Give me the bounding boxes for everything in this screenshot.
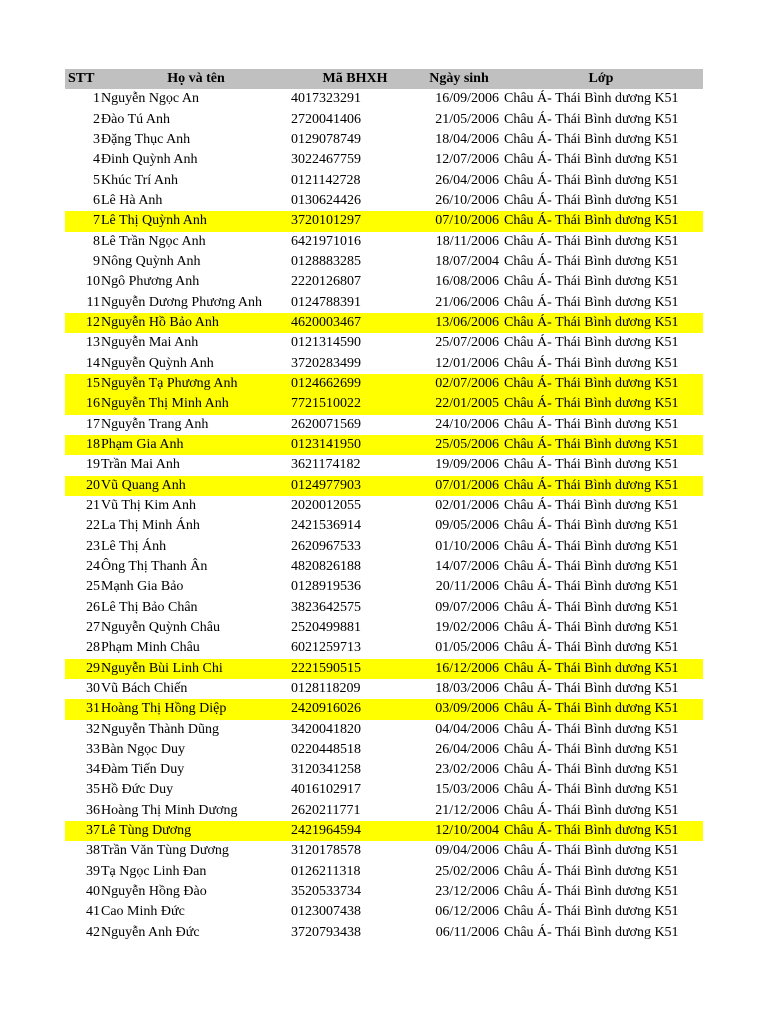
cell-class: Châu Á- Thái Bình dương K51	[504, 924, 679, 940]
cell-bhxh: 3120178578	[291, 843, 361, 859]
cell-bhxh: 2421536914	[291, 518, 361, 534]
table-row	[65, 89, 703, 109]
cell-stt: 34	[86, 762, 100, 778]
cell-class: Châu Á- Thái Bình dương K51	[504, 274, 679, 290]
cell-dob: 16/09/2006	[435, 91, 499, 107]
table-row	[65, 496, 703, 516]
table-row	[65, 638, 703, 658]
cell-bhxh: 0128883285	[291, 253, 361, 269]
cell-class: Châu Á- Thái Bình dương K51	[504, 375, 679, 391]
table-row	[65, 821, 703, 841]
table-row	[65, 557, 703, 577]
cell-stt: 36	[86, 802, 100, 818]
cell-stt: 4	[93, 152, 100, 168]
cell-bhxh: 0128118209	[291, 680, 361, 696]
cell-bhxh: 2421964594	[291, 823, 361, 839]
cell-class: Châu Á- Thái Bình dương K51	[504, 355, 679, 371]
cell-stt: 18	[86, 436, 100, 452]
cell-stt: 16	[86, 396, 100, 412]
cell-stt: 29	[86, 660, 100, 676]
cell-bhxh: 0130624426	[291, 192, 361, 208]
table-row	[65, 293, 703, 313]
cell-stt: 17	[86, 416, 100, 432]
cell-bhxh: 0123141950	[291, 436, 361, 452]
table-row	[65, 659, 703, 679]
header-bhxh: Mã BHXH	[322, 71, 388, 86]
table-row	[65, 720, 703, 740]
cell-stt: 40	[86, 884, 100, 900]
table-row	[65, 516, 703, 536]
cell-name: Trần Mai Anh	[101, 457, 180, 473]
cell-name: Nguyễn Hồ Bảo Anh	[101, 314, 219, 330]
cell-stt: 31	[86, 701, 100, 717]
cell-stt: 13	[86, 335, 100, 351]
cell-stt: 11	[86, 294, 100, 310]
cell-dob: 02/07/2006	[435, 375, 499, 391]
student-table	[65, 69, 703, 943]
cell-dob: 16/08/2006	[435, 274, 499, 290]
cell-stt: 5	[93, 172, 100, 188]
cell-dob: 23/12/2006	[435, 884, 499, 900]
cell-dob: 06/12/2006	[435, 904, 499, 920]
cell-class: Châu Á- Thái Bình dương K51	[504, 152, 679, 168]
cell-name: Hoàng Thị Minh Dương	[101, 802, 238, 818]
cell-dob: 24/10/2006	[435, 416, 499, 432]
cell-stt: 37	[86, 823, 100, 839]
cell-class: Châu Á- Thái Bình dương K51	[504, 497, 679, 513]
cell-name: Nguyễn Hồng Đào	[101, 884, 207, 900]
cell-bhxh: 3621174182	[291, 457, 361, 473]
cell-dob: 09/04/2006	[435, 843, 499, 859]
table-row	[65, 476, 703, 496]
cell-name: Khúc Trí Anh	[101, 172, 179, 188]
table-row	[65, 862, 703, 882]
cell-class: Châu Á- Thái Bình dương K51	[504, 701, 679, 717]
cell-bhxh: 0129078749	[291, 131, 361, 147]
cell-name: Nông Quỳnh Anh	[101, 253, 201, 269]
table-row	[65, 760, 703, 780]
cell-bhxh: 4820826188	[291, 558, 361, 574]
cell-class: Châu Á- Thái Bình dương K51	[504, 253, 679, 269]
header-stt: STT	[68, 71, 95, 86]
cell-name: Phạm Minh Châu	[101, 640, 200, 656]
table-row	[65, 354, 703, 374]
table-row	[65, 333, 703, 353]
cell-bhxh: 3720793438	[291, 924, 361, 940]
cell-stt: 27	[86, 619, 100, 635]
cell-dob: 07/10/2006	[435, 213, 499, 229]
cell-stt: 19	[86, 457, 100, 473]
cell-name: Đàm Tiến Duy	[101, 762, 185, 778]
cell-stt: 30	[86, 680, 100, 696]
cell-name: Đặng Thục Anh	[101, 131, 191, 147]
cell-stt: 7	[93, 213, 100, 229]
cell-dob: 06/11/2006	[435, 924, 499, 940]
cell-stt: 15	[86, 375, 100, 391]
cell-class: Châu Á- Thái Bình dương K51	[504, 762, 679, 778]
cell-dob: 22/01/2005	[435, 396, 499, 412]
cell-name: Ông Thị Thanh Ân	[101, 558, 208, 574]
cell-class: Châu Á- Thái Bình dương K51	[504, 782, 679, 798]
table-row	[65, 618, 703, 638]
cell-name: Nguyễn Thành Dũng	[101, 721, 219, 737]
cell-stt: 41	[86, 904, 100, 920]
cell-stt: 6	[93, 192, 100, 208]
cell-bhxh: 3520533734	[291, 884, 361, 900]
table-row	[65, 415, 703, 435]
cell-name: Trần Văn Tùng Dương	[101, 843, 229, 859]
cell-dob: 13/06/2006	[435, 314, 499, 330]
cell-stt: 25	[86, 579, 100, 595]
cell-stt: 24	[86, 558, 100, 574]
table-row	[65, 252, 703, 272]
cell-name: La Thị Minh Ánh	[101, 518, 200, 534]
cell-stt: 20	[86, 477, 100, 493]
cell-class: Châu Á- Thái Bình dương K51	[504, 843, 679, 859]
cell-name: Nguyễn Dương Phương Anh	[101, 294, 263, 310]
cell-dob: 19/02/2006	[435, 619, 499, 635]
cell-class: Châu Á- Thái Bình dương K51	[504, 619, 679, 635]
cell-class: Châu Á- Thái Bình dương K51	[504, 579, 679, 595]
cell-class: Châu Á- Thái Bình dương K51	[504, 416, 679, 432]
cell-dob: 21/06/2006	[435, 294, 499, 310]
cell-bhxh: 0121142728	[291, 172, 361, 188]
table-row	[65, 171, 703, 191]
table-row	[65, 110, 703, 130]
cell-class: Châu Á- Thái Bình dương K51	[504, 111, 679, 127]
cell-name: Mạnh Gia Bảo	[101, 579, 184, 595]
cell-name: Ngô Phương Anh	[101, 274, 200, 290]
cell-dob: 12/07/2006	[435, 152, 499, 168]
cell-stt: 42	[86, 924, 100, 940]
table-row	[65, 537, 703, 557]
cell-stt: 12	[86, 314, 100, 330]
cell-class: Châu Á- Thái Bình dương K51	[504, 294, 679, 310]
cell-bhxh: 6421971016	[291, 233, 361, 249]
cell-stt: 22	[86, 518, 100, 534]
cell-stt: 10	[86, 274, 100, 290]
cell-dob: 03/09/2006	[435, 701, 499, 717]
cell-dob: 18/04/2006	[435, 131, 499, 147]
cell-stt: 1	[93, 91, 100, 107]
table-row	[65, 801, 703, 821]
cell-bhxh: 3823642575	[291, 599, 361, 615]
cell-bhxh: 2020012055	[291, 497, 361, 513]
table-row	[65, 435, 703, 455]
cell-bhxh: 2221590515	[291, 660, 361, 676]
cell-bhxh: 6021259713	[291, 640, 361, 656]
cell-dob: 20/11/2006	[435, 579, 499, 595]
cell-name: Cao Minh Đức	[101, 904, 185, 920]
cell-bhxh: 0124977903	[291, 477, 361, 493]
table-row	[65, 191, 703, 211]
cell-dob: 18/11/2006	[435, 233, 499, 249]
cell-name: Nguyễn Anh Đức	[101, 924, 200, 940]
cell-bhxh: 2620967533	[291, 538, 361, 554]
cell-stt: 28	[86, 640, 100, 656]
cell-dob: 09/07/2006	[435, 599, 499, 615]
cell-class: Châu Á- Thái Bình dương K51	[504, 233, 679, 249]
header-dob: Ngày sinh	[429, 71, 489, 86]
header-class: Lớp	[588, 71, 614, 86]
cell-class: Châu Á- Thái Bình dương K51	[504, 131, 679, 147]
table-row	[65, 150, 703, 170]
cell-stt: 39	[86, 863, 100, 879]
cell-name: Nguyễn Mai Anh	[101, 335, 199, 351]
cell-stt: 38	[86, 843, 100, 859]
cell-class: Châu Á- Thái Bình dương K51	[504, 314, 679, 330]
cell-dob: 18/07/2004	[435, 253, 499, 269]
cell-class: Châu Á- Thái Bình dương K51	[504, 518, 679, 534]
table-body	[65, 89, 703, 943]
cell-class: Châu Á- Thái Bình dương K51	[504, 457, 679, 473]
table-row	[65, 841, 703, 861]
table-row	[65, 130, 703, 150]
table-row	[65, 882, 703, 902]
cell-name: Lê Tùng Dương	[101, 823, 192, 839]
cell-bhxh: 2520499881	[291, 619, 361, 635]
table-row	[65, 272, 703, 292]
cell-name: Tạ Ngọc Linh Đan	[101, 863, 207, 879]
table-row	[65, 313, 703, 333]
cell-bhxh: 4620003467	[291, 314, 361, 330]
cell-stt: 14	[86, 355, 100, 371]
cell-dob: 26/04/2006	[435, 741, 499, 757]
cell-name: Nguyễn Tạ Phương Anh	[101, 375, 238, 391]
cell-dob: 09/05/2006	[435, 518, 499, 534]
cell-dob: 12/01/2006	[435, 355, 499, 371]
cell-bhxh: 3022467759	[291, 152, 361, 168]
cell-bhxh: 0126211318	[291, 863, 361, 879]
table-row	[65, 394, 703, 414]
cell-class: Châu Á- Thái Bình dương K51	[504, 213, 679, 229]
cell-stt: 8	[93, 233, 100, 249]
table-row	[65, 740, 703, 760]
cell-name: Nguyễn Ngọc An	[101, 91, 199, 107]
cell-bhxh: 3120341258	[291, 762, 361, 778]
cell-class: Châu Á- Thái Bình dương K51	[504, 721, 679, 737]
cell-dob: 26/04/2006	[435, 172, 499, 188]
cell-bhxh: 2220126807	[291, 274, 361, 290]
table-row	[65, 577, 703, 597]
cell-bhxh: 2620211771	[291, 802, 361, 818]
cell-dob: 25/02/2006	[435, 863, 499, 879]
cell-stt: 32	[86, 721, 100, 737]
cell-bhxh: 0124788391	[291, 294, 361, 310]
header-name: Họ và tên	[167, 71, 225, 86]
cell-name: Đinh Quỳnh Anh	[101, 152, 198, 168]
cell-dob: 15/03/2006	[435, 782, 499, 798]
cell-stt: 21	[86, 497, 100, 513]
cell-bhxh: 0124662699	[291, 375, 361, 391]
table-row	[65, 232, 703, 252]
cell-name: Vũ Bách Chiến	[101, 680, 188, 696]
cell-class: Châu Á- Thái Bình dương K51	[504, 599, 679, 615]
cell-bhxh: 2420916026	[291, 701, 361, 717]
cell-bhxh: 0220448518	[291, 741, 361, 757]
table-row	[65, 598, 703, 618]
cell-name: Lê Thị Ánh	[101, 538, 167, 554]
cell-bhxh: 4017323291	[291, 91, 361, 107]
cell-name: Hồ Đức Duy	[101, 782, 174, 798]
cell-dob: 12/10/2004	[435, 823, 499, 839]
cell-name: Vũ Thị Kim Anh	[101, 497, 197, 513]
cell-dob: 19/09/2006	[435, 457, 499, 473]
cell-name: Lê Hà Anh	[101, 192, 163, 208]
cell-stt: 35	[86, 782, 100, 798]
cell-bhxh: 0128919536	[291, 579, 361, 595]
cell-dob: 01/05/2006	[435, 640, 499, 656]
cell-dob: 21/12/2006	[435, 802, 499, 818]
cell-name: Lê Thị Bảo Chân	[101, 599, 198, 615]
cell-dob: 04/04/2006	[435, 721, 499, 737]
cell-stt: 2	[93, 111, 100, 127]
cell-class: Châu Á- Thái Bình dương K51	[504, 802, 679, 818]
cell-bhxh: 4016102917	[291, 782, 361, 798]
cell-dob: 16/12/2006	[435, 660, 499, 676]
cell-class: Châu Á- Thái Bình dương K51	[504, 558, 679, 574]
cell-class: Châu Á- Thái Bình dương K51	[504, 823, 679, 839]
table-row	[65, 374, 703, 394]
cell-stt: 23	[86, 538, 100, 554]
cell-bhxh: 0121314590	[291, 335, 361, 351]
cell-name: Nguyễn Trang Anh	[101, 416, 209, 432]
cell-bhxh: 2620071569	[291, 416, 361, 432]
cell-dob: 07/01/2006	[435, 477, 499, 493]
cell-dob: 21/05/2006	[435, 111, 499, 127]
cell-name: Lê Thị Quỳnh Anh	[101, 213, 207, 229]
table-row	[65, 902, 703, 922]
cell-dob: 25/05/2006	[435, 436, 499, 452]
cell-class: Châu Á- Thái Bình dương K51	[504, 741, 679, 757]
table-row	[65, 780, 703, 800]
cell-name: Vũ Quang Anh	[101, 477, 186, 493]
cell-class: Châu Á- Thái Bình dương K51	[504, 660, 679, 676]
cell-class: Châu Á- Thái Bình dương K51	[504, 396, 679, 412]
cell-bhxh: 3720283499	[291, 355, 361, 371]
cell-name: Nguyễn Thị Minh Anh	[101, 396, 229, 412]
cell-class: Châu Á- Thái Bình dương K51	[504, 884, 679, 900]
cell-dob: 18/03/2006	[435, 680, 499, 696]
cell-class: Châu Á- Thái Bình dương K51	[504, 538, 679, 554]
cell-stt: 9	[93, 253, 100, 269]
cell-bhxh: 3720101297	[291, 213, 361, 229]
cell-class: Châu Á- Thái Bình dương K51	[504, 91, 679, 107]
cell-dob: 23/02/2006	[435, 762, 499, 778]
cell-bhxh: 2720041406	[291, 111, 361, 127]
cell-name: Phạm Gia Anh	[101, 436, 184, 452]
cell-dob: 26/10/2006	[435, 192, 499, 208]
cell-dob: 02/01/2006	[435, 497, 499, 513]
cell-bhxh: 0123007438	[291, 904, 361, 920]
table-row	[65, 923, 703, 943]
cell-class: Châu Á- Thái Bình dương K51	[504, 680, 679, 696]
table-row	[65, 699, 703, 719]
cell-class: Châu Á- Thái Bình dương K51	[504, 477, 679, 493]
cell-bhxh: 3420041820	[291, 721, 361, 737]
cell-name: Nguyễn Bùi Linh Chi	[101, 660, 223, 676]
cell-stt: 3	[93, 131, 100, 147]
cell-dob: 01/10/2006	[435, 538, 499, 554]
cell-name: Lê Trần Ngọc Anh	[101, 233, 206, 249]
table-header	[65, 69, 703, 89]
cell-name: Hoàng Thị Hồng Diệp	[101, 701, 227, 717]
cell-class: Châu Á- Thái Bình dương K51	[504, 904, 679, 920]
cell-class: Châu Á- Thái Bình dương K51	[504, 640, 679, 656]
cell-class: Châu Á- Thái Bình dương K51	[504, 335, 679, 351]
table-row	[65, 211, 703, 231]
cell-class: Châu Á- Thái Bình dương K51	[504, 436, 679, 452]
cell-stt: 33	[86, 741, 100, 757]
cell-bhxh: 7721510022	[291, 396, 361, 412]
cell-name: Nguyễn Quỳnh Châu	[101, 619, 220, 635]
cell-stt: 26	[86, 599, 100, 615]
cell-name: Đào Tú Anh	[101, 111, 170, 127]
cell-dob: 25/07/2006	[435, 335, 499, 351]
cell-class: Châu Á- Thái Bình dương K51	[504, 192, 679, 208]
cell-name: Bàn Ngọc Duy	[101, 741, 185, 757]
cell-dob: 14/07/2006	[435, 558, 499, 574]
table-row	[65, 679, 703, 699]
cell-class: Châu Á- Thái Bình dương K51	[504, 863, 679, 879]
cell-name: Nguyễn Quỳnh Anh	[101, 355, 214, 371]
table-row	[65, 455, 703, 475]
cell-class: Châu Á- Thái Bình dương K51	[504, 172, 679, 188]
